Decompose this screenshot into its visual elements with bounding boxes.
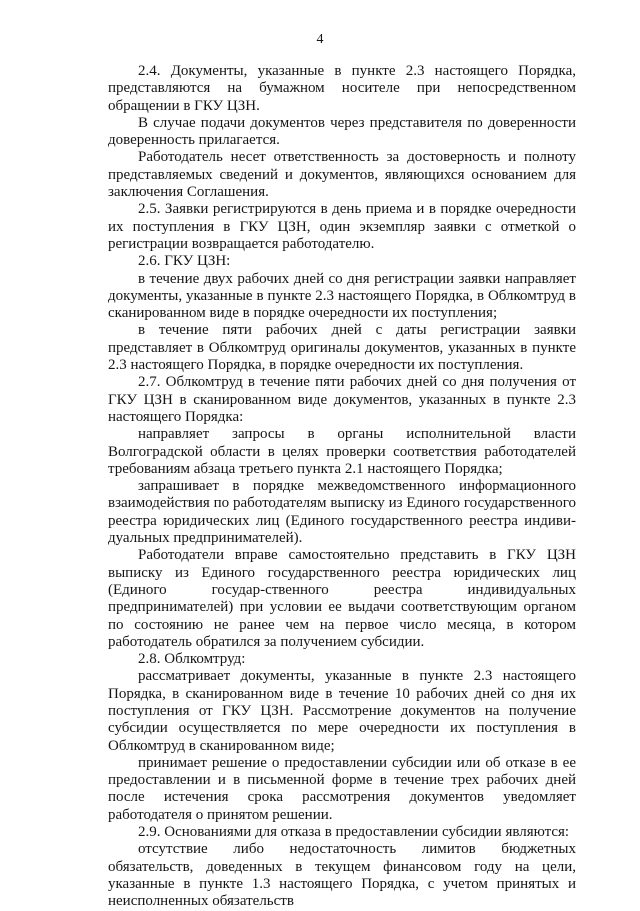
paragraph: 2.9. Основаниями для отказа в предоставлении субсидии являются: xyxy=(138,824,570,841)
paragraph: в течение двух рабочих дней со дня регистрации заявки направляет документы, указанные в пункте 2.3 настоящего Порядка, в Облкомтруд в сканированном виде в порядке очередности их поступления; xyxy=(108,270,576,322)
paragraph: запрашивает в порядке межведомственного информационного взаимодействия по работодателям выписку из Единого государственного реестра юридических лиц (Единого государственного реестра индиви-дуальных предпринимателей). xyxy=(108,478,576,547)
paragraph: 2.8. Облкомтруд: xyxy=(138,651,246,668)
paragraph: 2.4. Документы, указанные в пункте 2.3 настоящего Порядка, представляются на бумажном носителе при непосредственном обращении в ГКУ ЦЗН. xyxy=(108,63,576,114)
paragraph: Работодатели вправе самостоятельно представить в ГКУ ЦЗН выписку из Единого государственного реестра юридических лиц (Единого государ-ственного реестра индивидуальных предпринимателей) при условии ее выдачи соответствующим органом по состоянию не ранее чем на первое число месяца, в котором работодатель обратился за получением субсидии. xyxy=(108,547,576,650)
paragraph: отсутствие либо недостаточность лимитов бюджетных обязательств, доведенных в текущем финансовом году на цели, указанные в пункте 1.3 настоящего Порядка, с учетом принятых и неисполненных обязательств xyxy=(108,841,576,910)
paragraph: В случае подачи документов через представителя по доверенности доверенность прилагается. xyxy=(108,114,576,149)
paragraph: рассматривает документы, указанные в пункте 2.3 настоящего Порядка, в сканированном виде в течение 10 рабочих дней со дня их поступления от ГКУ ЦЗН. Рассмотрение документов на получение субсидии осуществляется по мере очередности их поступления в Облкомтруд в сканированном виде; xyxy=(108,668,576,754)
paragraph: 2.6. ГКУ ЦЗН: xyxy=(138,253,231,270)
paragraph: принимает решение о предоставлении субсидии или об отказе в ее предоставлении и в письменной форме в течение трех рабочих дней после истечения срока рассмотрения документов уведомляет работодателя о принятом решении. xyxy=(108,754,576,823)
paragraph: 2.7. Облкомтруд в течение пяти рабочих дней со дня получения от ГКУ ЦЗН в сканированном виде документов, указанных в пункте 2.3 настоящего Порядка: xyxy=(108,374,576,425)
paragraph: 2.5. Заявки регистрируются в день приема и в порядке очередности их поступления в ГКУ ЦЗН, один экземпляр заявки с отметкой о регистрации возвращается работодателю. xyxy=(108,201,576,252)
document-body xyxy=(108,63,576,911)
paragraph: Работодатель несет ответственность за достоверность и полноту представляемых сведений и документов, являющихся основанием для заключения Соглашения. xyxy=(108,149,576,201)
page-number: 4 xyxy=(316,32,324,47)
paragraph: в течение пяти рабочих дней с даты регистрации заявки представляет в Облкомтруд оригиналы документов, указанных в пункте 2.3 настоящего Порядка, в порядке очередности их поступления. xyxy=(108,322,576,374)
paragraph: направляет запросы в органы исполнительной власти Волгоградской области в целях проверки соответствия работодателей требованиям абзаца третьего пункта 2.1 настоящего Порядка; xyxy=(108,426,576,477)
